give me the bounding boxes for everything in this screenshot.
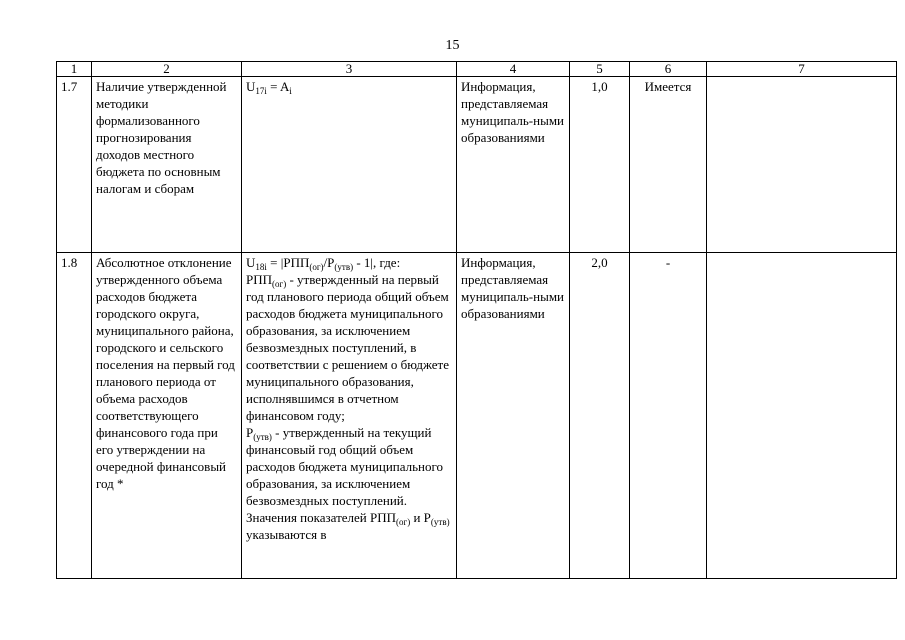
formula-text: - 1|, где: <box>353 255 401 270</box>
formula-text: указываются в <box>246 527 327 542</box>
formula-sub: (утв) <box>430 517 450 527</box>
formula-text: /P <box>323 255 335 270</box>
formula-sub: i <box>289 86 292 96</box>
formula-sub: (утв) <box>253 432 272 442</box>
formula-text: Значения показателей РПП <box>246 510 397 525</box>
indicator-name: Наличие утвержденной методики формализованного прогнозирования доходов местного бюджета по основным налогам и сборам <box>92 77 242 253</box>
formula-sub: (ог) <box>272 279 287 289</box>
value-cell: Имеется <box>630 77 707 253</box>
value-cell: - <box>630 253 707 579</box>
formula-sub: (утв) <box>334 262 354 272</box>
formula-u: U <box>246 255 256 270</box>
formula-text: - утвержденный на текущий финансовый год общий объем расходов бюджета муниципального образования, за исключением безвозмездных поступлений. <box>246 425 443 508</box>
header-row <box>57 62 897 77</box>
note-cell <box>707 253 897 579</box>
indicator-name: Абсолютное отклонение утвержденного объема расходов бюджета городского округа, муниципального района, городского и сельского поселения на первый год планового периода от объема расходов соответствующего финансового года при его утверждении на очередной финансовый год * <box>92 253 242 579</box>
weight-cell: 1,0 <box>570 77 630 253</box>
formula-text: и P <box>410 510 431 525</box>
formula-text: РПП <box>246 272 273 287</box>
header-cell: 7 <box>707 62 897 77</box>
page-number: 15 <box>445 38 460 53</box>
formula-cell <box>242 253 457 579</box>
source-cell: Информация, представляемая муниципаль-ными образованиями <box>457 253 570 579</box>
row-number: 1.7 <box>57 77 92 253</box>
header-cell: 6 <box>630 62 707 77</box>
indicators-table <box>56 61 897 579</box>
formula-cell <box>242 77 457 253</box>
header-cell: 3 <box>242 62 457 77</box>
formula-sub: (ог) <box>309 262 324 272</box>
table-row <box>57 253 897 579</box>
table-row <box>57 77 897 253</box>
row-number: 1.8 <box>57 253 92 579</box>
formula-text: P <box>246 425 254 440</box>
header-cell: 2 <box>92 62 242 77</box>
weight-cell: 2,0 <box>570 253 630 579</box>
formula-text: = |РПП <box>266 255 310 270</box>
formula-sub: (ог) <box>396 517 411 527</box>
formula-sub: 17i <box>255 86 267 96</box>
formula-sub: 18i <box>255 262 267 272</box>
formula-u: U <box>246 79 256 94</box>
formula-text: - утвержденный на первый год планового периода общий объем расходов бюджета муниципального образования, за исключением безвозмездных поступлений, в соответствии с решением о бюджете муниципального образования, исполнявшимся в отчетном финансовом году; <box>246 272 449 423</box>
header-cell: 5 <box>570 62 630 77</box>
formula-text: = A <box>266 79 290 94</box>
header-cell: 4 <box>457 62 570 77</box>
source-cell: Информация, представляемая муниципаль-ными образованиями <box>457 77 570 253</box>
note-cell <box>707 77 897 253</box>
header-cell: 1 <box>57 62 92 77</box>
